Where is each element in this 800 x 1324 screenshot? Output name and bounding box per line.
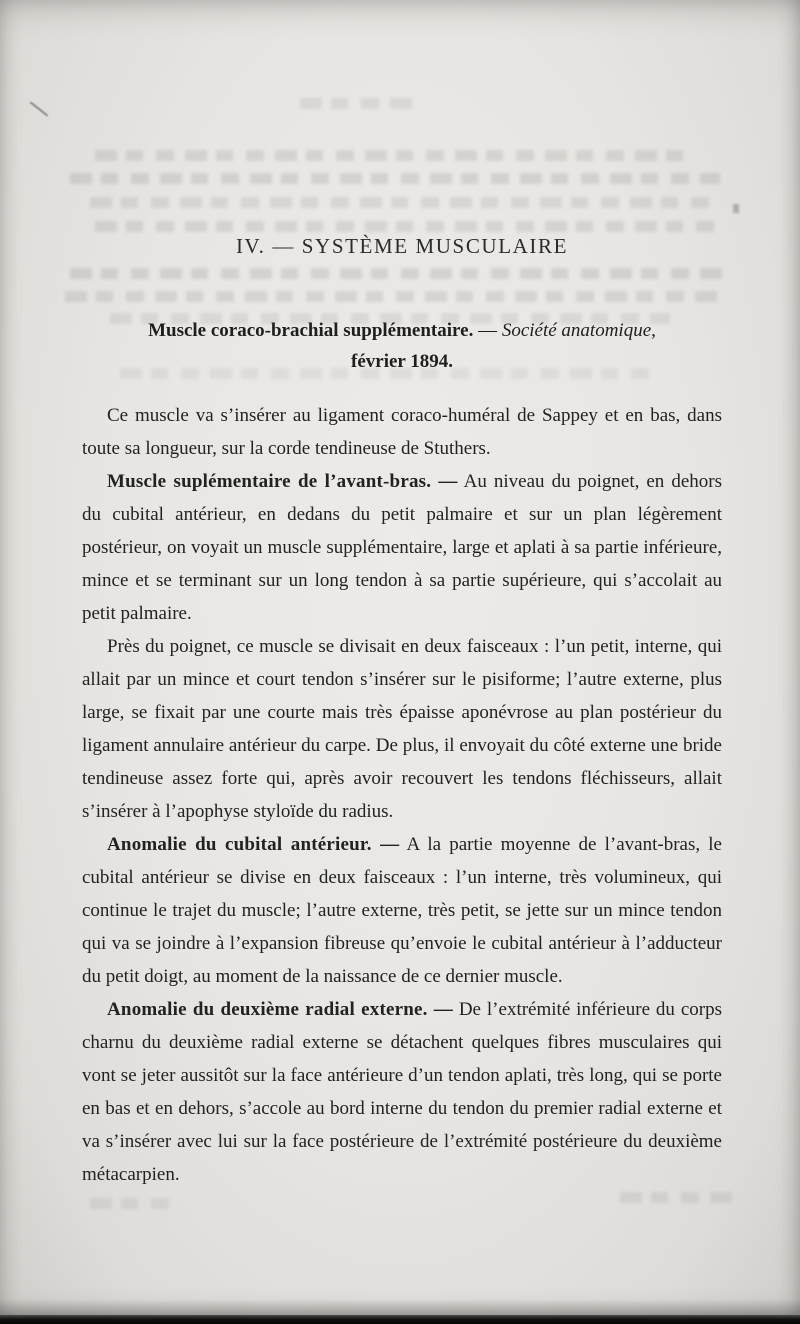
entry-heading — [82, 315, 722, 377]
paragraph-lead: Anomalie du cubital antérieur. — — [107, 834, 400, 855]
body-text-block — [82, 399, 722, 1191]
paragraph-body: Ce muscle va s’insérer au ligament coraco-huméral de Sappey et en bas, dans toute sa longueur, sur la corde tendineuse de Stuthers. — [82, 405, 722, 459]
paragraph — [82, 630, 722, 828]
paragraph-body: A la partie moyenne de l’avant-bras, le cubital antérieur se divise en deux faisceaux : l’un interne, très volumineux, qui continue le trajet du muscle; l’autre externe, très petit, se jette sur un mince tendon qui va se joindre à l’expansion fibreuse qu’envoie le cubital antérieur à l’adducteur du petit doigt, au moment de la naissance de ce dernier muscle. — [82, 834, 722, 987]
section-title: IV. — SYSTÈME MUSCULAIRE — [235, 234, 569, 258]
bleedthrough-line — [620, 1192, 740, 1203]
paragraph — [82, 828, 722, 993]
page-content — [82, 0, 722, 1191]
scan-artifact-stray-line — [30, 101, 49, 116]
scan-artifact-dot — [733, 204, 739, 213]
entry-heading-dash: — — [478, 320, 498, 341]
paragraph — [82, 465, 722, 630]
bleedthrough-line — [90, 1198, 180, 1209]
entry-heading-muscle-name: Muscle coraco-brachial supplémentaire. — [148, 320, 474, 341]
paragraph — [82, 399, 722, 465]
paragraph-lead: Muscle suplémentaire de l’avant-bras. — — [107, 471, 458, 492]
paragraph-body: Au niveau du poignet, en dehors du cubital antérieur, en dedans du petit palmaire et sur un plan légèrement postérieur, on voyait un muscle supplémentaire, large et aplati à sa partie inférieure, mince et se terminant sur un long tendon à sa partie supérieure, qui s’accolait au petit palmaire. — [82, 471, 722, 624]
paragraph-body: De l’extrémité inférieure du corps charnu du deuxième radial externe se détachent quelques fibres musculaires qui vont se jeter aussitôt sur la face antérieure d’un tendon aplati, très long, qui se porte en bas et en dehors, s’accole au bord interne du tendon du premier radial externe et va s’insérer avec lui sur la face postérieure de l’extrémité postérieure du deuxième métacarpien. — [82, 999, 722, 1185]
page-bottom-edge — [0, 1315, 800, 1324]
paragraph-body: Près du poignet, ce muscle se divisait en deux faisceaux : l’un petit, interne, qui allait par un mince et court tendon s’insérer sur le pisiforme; l’autre externe, plus large, se fixait par une courte mais très épaisse aponévrose au plan postérieur du ligament annulaire antérieur du carpe. De plus, il envoyait du côté externe une bride tendineuse assez forte qui, après avoir recouvert les tendons fléchisseurs, allait s’insérer à l’apophyse styloïde du radius. — [82, 636, 722, 822]
page-bottom-shadow — [0, 1299, 800, 1315]
entry-heading-date: février 1894. — [351, 351, 453, 372]
paragraph — [82, 993, 722, 1191]
paragraph-lead: Anomalie du deuxième radial externe. — — [107, 999, 453, 1020]
entry-heading-source: Société anatomique, — [501, 320, 656, 341]
